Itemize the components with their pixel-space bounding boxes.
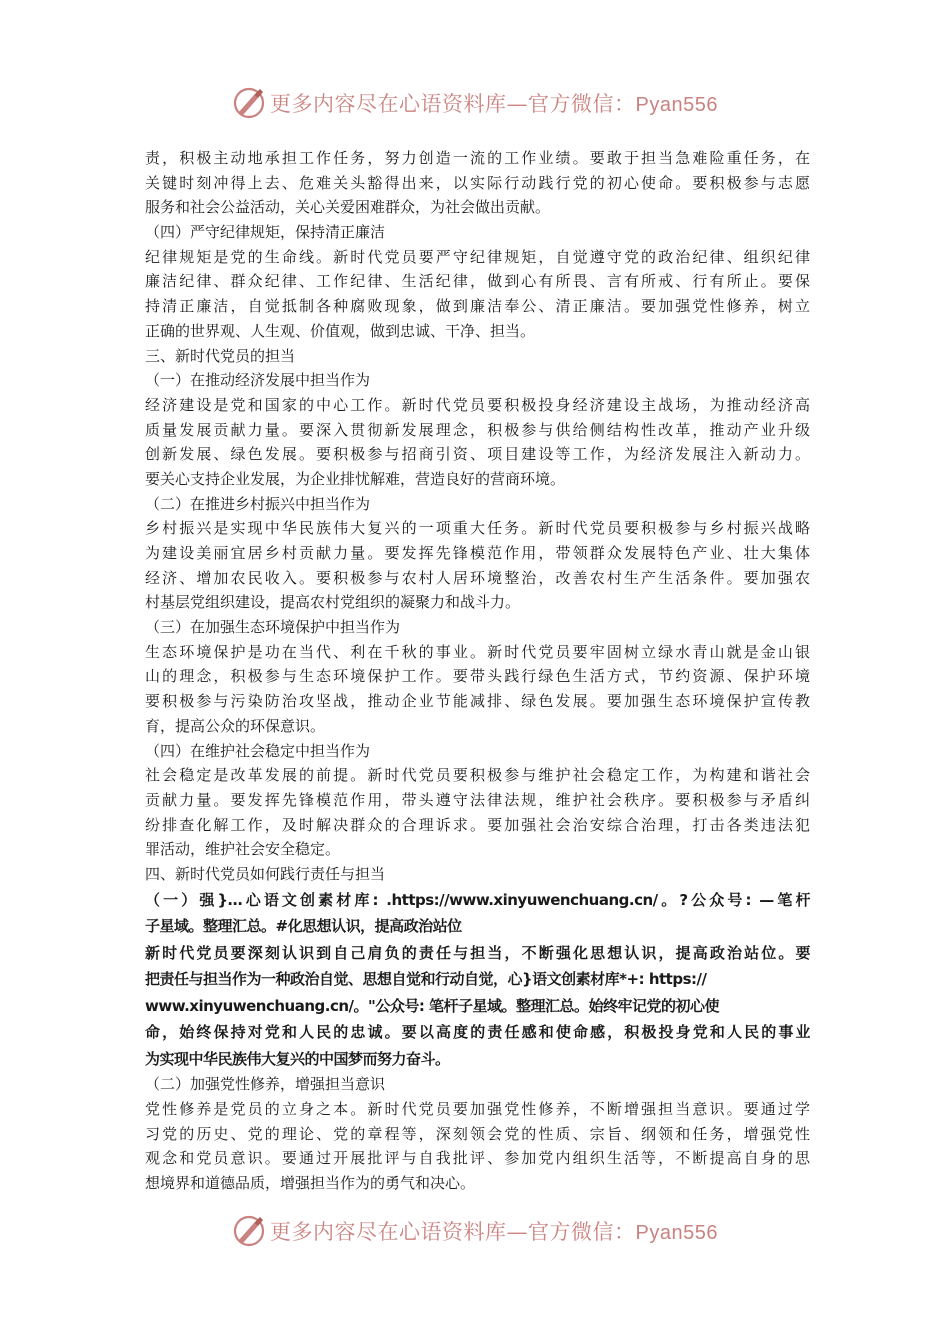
text-line: 正确的世界观、人生观、价值观，做到忠诚、干净、担当。 <box>145 321 536 340</box>
banner-text: 更多内容尽在心语资料库—官方微信：Pyan556 <box>270 92 718 116</box>
pen-logo-icon <box>232 1214 266 1248</box>
text-line: 想境界和道德品质，增强担当作为的勇气和决心。 <box>145 1173 476 1192</box>
text-line: 四、新时代党员如何践行责任与担当 <box>145 864 386 883</box>
text-line: 村基层党组织建设，提高农村党组织的凝聚力和战斗力。 <box>145 593 521 612</box>
text-line: 经济、增加农民收入。要积极参与农村人居环境整治，改善农村生产生活条件。要加强农 <box>145 568 810 587</box>
text-line: （一）在推动经济发展中担当作为 <box>145 371 371 390</box>
text-line: 子星域。整理汇总。#化思想认识，提高政治站位 <box>145 917 462 936</box>
text-line: 社会稳定是改革发展的前提。新时代党员要积极参与维护社会稳定工作，为构建和谐社会 <box>145 766 810 785</box>
text-line: 新时代党员要深刻认识到自己肩负的责任与担当，不断强化思想认识，提高政治站位。要 <box>145 943 810 962</box>
text-line: 生态环境保护是功在当代、利在千秋的事业。新时代党员要牢固树立绿水青山就是金山银 <box>145 642 810 661</box>
text-line: 纷排查化解工作，及时解决群众的合理诉求。要加强社会治安综合治理，打击各类违法犯 <box>145 815 810 834</box>
text-line: 为实现中华民族伟大复兴的中国梦而努力奋斗。 <box>145 1049 450 1068</box>
pen-logo-icon <box>232 86 266 120</box>
text-line: 质量发展贡献力量。要深入贯彻新发展理念，积极参与供给侧结构性改革，推动产业升级 <box>145 420 810 439</box>
text-line: 把责任与担当作为一种政治自觉、思想自觉和行动自觉，心}语文创素材库*+: https:// <box>145 970 707 989</box>
text-line: 创新发展、绿色发展。要积极参与招商引资、项目建设等工作，为经济发展注入新动力。 <box>145 445 810 464</box>
text-line: 党性修养是党员的立身之本。新时代党员要加强党性修养，不断增强担当意识。要通过学 <box>145 1099 810 1118</box>
wechat-id: Pyan556 <box>635 1222 718 1244</box>
text-line: 为建设美丽宜居乡村贡献力量。要发挥先锋模范作用，带领群众发展特色产业、壮大集体 <box>145 544 810 562</box>
text-line: www.xinyuwenchuang.cn/。"公众号: 笔杆子星域。整理汇总。始终牢记党的初心使 <box>145 996 720 1015</box>
text-line: （二）在推进乡村振兴中担当作为 <box>145 494 371 513</box>
banner-text: 更多内容尽在心语资料库—官方微信：Pyan556 <box>270 1220 718 1244</box>
text-line: 持清正廉洁，自觉抵制各种腐败现象，做到廉洁奉公、清正廉洁。要加强党性修养，树立 <box>145 297 810 316</box>
text-line: 三、新时代党员的担当 <box>145 346 296 365</box>
text-line: 罪活动，维护社会安全稳定。 <box>145 840 341 859</box>
text-line: 山的理念，积极参与生态环境保护工作。要带头践行绿色生活方式，节约资源、保护环境 <box>145 667 810 686</box>
text-line: 育，提高公众的环保意识。 <box>145 716 326 735</box>
text-line: （二）加强党性修养，增强担当意识 <box>145 1075 386 1094</box>
text-line: 责，积极主动地承担工作任务，努力创造一流的工作业绩。要敢于担当急难险重任务，在 <box>145 149 810 167</box>
text-line: 关键时刻冲得上去、危难关头豁得出来，以实际行动践行党的初心使命。要积极参与志愿 <box>145 173 810 192</box>
text-line: 纪律规矩是党的生命线。新时代党员要严守纪律规矩，自觉遵守党的政治纪律、组织纪律 <box>145 247 810 266</box>
text-line: 乡村振兴是实现中华民族伟大复兴的一项重大任务。新时代党员要积极参与乡村振兴战略 <box>145 519 810 538</box>
text-line: 要关心支持企业发展，为企业排忧解难，营造良好的营商环境。 <box>145 469 566 488</box>
text-line: 观念和党员意识。要通过开展批评与自我批评、参加党内组织生活等，不断提高自身的思 <box>145 1149 810 1168</box>
text-line: （四）严守纪律规矩，保持清正廉洁 <box>145 223 386 242</box>
text-line: 服务和社会公益活动，关心关爱困难群众，为社会做出贡献。 <box>145 198 551 217</box>
text-line: 要积极参与污染防治攻坚战，推动企业节能减排、绿色发展。要加强生态环境保护宣传教 <box>145 692 810 711</box>
text-line: （四）在维护社会稳定中担当作为 <box>145 741 371 760</box>
text-line: （三）在加强生态环境保护中担当作为 <box>145 618 401 637</box>
wechat-id: Pyan556 <box>635 94 718 116</box>
text-line: 贡献力量。要发挥先锋模范作用，带头遵守法律法规，维护社会秩序。要积极参与矛盾纠 <box>145 790 810 809</box>
text-line: （一）强}…心语文创素材库: .https://www.xinyuwenchuang.cn/。?公众号: —笔杆 <box>145 890 810 909</box>
text-line: 经济建设是党和国家的中心工作。新时代党员要积极投身经济建设主战场，为推动经济高 <box>145 395 810 414</box>
header-banner <box>0 83 950 123</box>
text-line: 习党的历史、党的理论、党的章程等，深刻领会党的性质、宗旨、纲领和任务，增强党性 <box>145 1124 810 1143</box>
footer-banner <box>0 1211 950 1251</box>
text-line: 命，始终保持对党和人民的忠诚。要以高度的责任感和使命感，积极投身党和人民的事业 <box>145 1023 810 1042</box>
document-body <box>145 146 810 1196</box>
text-line: 廉洁纪律、群众纪律、工作纪律、生活纪律，做到心有所畏、言有所戒、行有所止。要保 <box>145 272 810 291</box>
